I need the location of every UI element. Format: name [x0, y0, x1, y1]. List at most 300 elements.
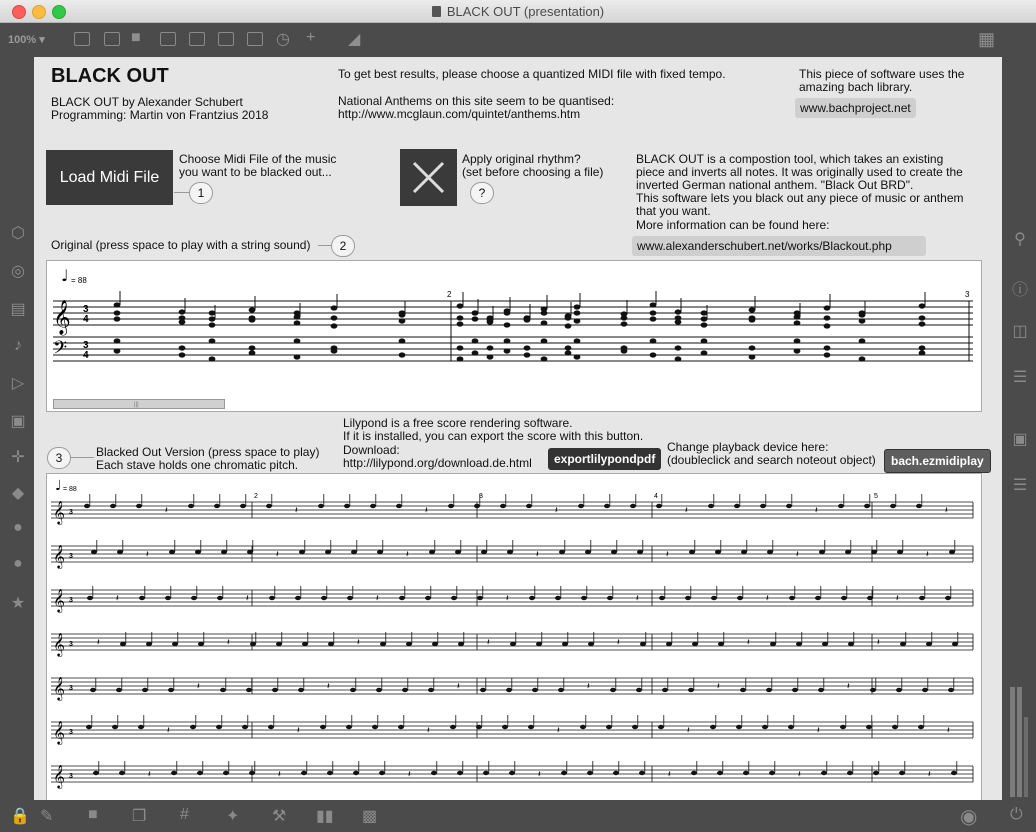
rest-icon: 𝄽 — [668, 770, 671, 780]
note-head — [749, 345, 756, 350]
note-head — [864, 504, 870, 508]
note-head — [565, 323, 572, 328]
note-head — [457, 345, 464, 350]
note-head — [621, 321, 628, 326]
note-head — [621, 315, 628, 320]
note-head — [481, 550, 487, 554]
close-x-icon — [400, 149, 457, 206]
export-lilypond-button[interactable]: exportlilypondpdf — [548, 448, 661, 470]
rest-icon: 𝄽 — [97, 638, 100, 648]
note-head — [541, 320, 548, 325]
note-head — [431, 771, 437, 775]
page-title: BLACK OUT — [51, 65, 169, 87]
step-badge-3: 3 — [47, 447, 71, 469]
note-head — [209, 316, 216, 321]
note-head — [198, 642, 204, 646]
note-head — [216, 725, 222, 729]
rest-icon: 𝄽 — [295, 506, 298, 516]
blacked-score-notation — [47, 474, 981, 800]
note-head — [565, 350, 572, 355]
load-hint-1: Choose Midi File of the music — [179, 152, 337, 166]
paperclip-icon[interactable]: ✛ — [11, 449, 25, 466]
note-head — [838, 504, 844, 508]
note-head — [249, 350, 256, 355]
note-head — [919, 345, 926, 350]
time-signature: 3 — [69, 509, 73, 516]
note-head — [110, 504, 116, 508]
note-head — [221, 550, 227, 554]
rest-icon: 𝄽 — [687, 726, 690, 736]
load-midi-button[interactable]: Load Midi File — [46, 150, 173, 205]
zoom-menu[interactable]: 100% ▾ — [8, 34, 45, 46]
blacked-out-score[interactable] — [46, 473, 982, 800]
note-head — [249, 345, 256, 350]
note-head — [717, 771, 723, 775]
note-head — [789, 596, 795, 600]
note-head — [650, 352, 657, 357]
note-head — [191, 596, 197, 600]
note-head — [736, 725, 742, 729]
note-head — [249, 307, 256, 312]
note-head — [897, 550, 903, 554]
note-head — [948, 688, 954, 692]
playback-label-2: (doubleclick and search noteout object) — [667, 453, 876, 467]
note-head — [179, 319, 186, 324]
rest-icon: 𝄽 — [276, 550, 279, 560]
rest-icon: 𝄽 — [817, 726, 820, 736]
note-head — [370, 504, 376, 508]
note-head — [179, 309, 186, 314]
note-head — [114, 316, 121, 321]
rest-icon: 𝄽 — [148, 770, 151, 780]
note-head — [741, 550, 747, 554]
note-head — [574, 338, 581, 343]
note-head — [541, 356, 548, 361]
rest-icon: 𝄽 — [487, 638, 490, 648]
note-head — [769, 771, 775, 775]
note-head — [762, 725, 768, 729]
note-head — [922, 688, 928, 692]
extra-icon[interactable]: ✦ — [226, 808, 240, 825]
anthems-url: http://www.mcglaun.com/quintet/anthems.htm — [338, 107, 581, 121]
note-head — [604, 504, 610, 508]
note-head — [607, 596, 613, 600]
lilypond-line-1: Lilypond is a free score rendering software. — [343, 416, 573, 430]
note-head — [792, 688, 798, 692]
note-head — [524, 317, 531, 322]
note-head — [919, 350, 926, 355]
note-head — [916, 504, 922, 508]
rest-icon: 𝄽 — [227, 638, 230, 648]
rest-icon: 𝄽 — [928, 770, 931, 780]
dots-grid-icon[interactable]: ▩ — [362, 808, 378, 825]
step-badge-2: 2 — [331, 235, 355, 257]
rest-icon: 𝄽 — [357, 638, 360, 648]
note-head — [873, 771, 879, 775]
blacked-tempo-note-icon: ♩ — [55, 478, 62, 494]
rest-icon: 𝄽 — [297, 726, 300, 736]
info-icon[interactable]: ⓘ — [1011, 282, 1028, 299]
note-head — [951, 771, 957, 775]
bus-icon[interactable]: ▤ — [10, 301, 26, 318]
note-head — [399, 318, 406, 323]
note-head — [585, 550, 591, 554]
note-head — [458, 642, 464, 646]
note-head — [900, 642, 906, 646]
note-head — [788, 725, 794, 729]
note-head — [93, 771, 99, 775]
note-head — [487, 354, 494, 359]
note-head — [749, 317, 756, 322]
ezmidiplay-object[interactable]: bach.ezmidiplay — [884, 449, 991, 473]
note-head — [487, 345, 494, 350]
note-head — [250, 642, 256, 646]
note-head — [429, 550, 435, 554]
note-head — [294, 320, 301, 325]
note-head — [327, 771, 333, 775]
note-head — [794, 310, 801, 315]
note-head — [114, 310, 121, 315]
list-icon[interactable]: ☰ — [1012, 369, 1028, 386]
note-head — [396, 504, 402, 508]
lock-icon[interactable]: 🔒 — [10, 808, 30, 825]
note-head — [448, 504, 454, 508]
bach-link-button[interactable]: www.bachproject.net — [795, 98, 916, 118]
note-head — [268, 725, 274, 729]
note-head — [506, 688, 512, 692]
note-head — [399, 352, 406, 357]
note-head — [425, 596, 431, 600]
number-box-icon[interactable] — [218, 32, 234, 46]
note-head — [188, 504, 194, 508]
load-hint-2: you want to be blacked out... — [179, 165, 332, 179]
grid-lines-icon[interactable]: # — [180, 806, 189, 823]
camera-icon[interactable]: ▣ — [1012, 431, 1028, 448]
note-head — [169, 550, 175, 554]
programming-credit: Programming: Martin von Frantzius 2018 — [51, 108, 269, 122]
note-head — [242, 725, 248, 729]
note-head — [377, 550, 383, 554]
time-signature: 3 — [69, 641, 73, 648]
note-head — [926, 642, 932, 646]
bach-note-2: amazing bach library. — [799, 80, 913, 94]
note-head — [477, 596, 483, 600]
note-head — [276, 642, 282, 646]
rest-icon: 𝄽 — [116, 594, 119, 604]
rest-icon: 𝄽 — [815, 506, 818, 516]
blacked-measure-5: 5 — [874, 493, 878, 500]
document-icon — [432, 6, 441, 17]
note-head — [209, 310, 216, 315]
note-head — [266, 504, 272, 508]
note-head — [112, 725, 118, 729]
book-icon[interactable]: ◫ — [1012, 323, 1028, 340]
note-head — [272, 688, 278, 692]
note-head — [328, 642, 334, 646]
note-head — [432, 642, 438, 646]
rest-icon: 𝄽 — [278, 770, 281, 780]
note-head — [621, 348, 628, 353]
top-toolbar — [0, 23, 1036, 57]
note-head — [565, 345, 572, 350]
rest-icon: 𝄽 — [685, 506, 688, 516]
note-head — [117, 550, 123, 554]
note-head — [840, 725, 846, 729]
scroll-thumb[interactable]: ||| — [134, 402, 139, 408]
note-head — [650, 310, 657, 315]
keyboard-icon[interactable]: ▮▮ — [316, 808, 334, 825]
b-package-icon[interactable]: ● — [13, 555, 23, 572]
toggle-object-icon[interactable] — [189, 32, 205, 46]
note-head — [847, 771, 853, 775]
measure-number-2: 2 — [447, 290, 452, 299]
note-head — [331, 323, 338, 328]
note-head — [380, 642, 386, 646]
note-head — [90, 688, 96, 692]
plugin-icon[interactable]: ◆ — [11, 485, 25, 502]
blacked-label-2: Each stave holds one chromatic pitch. — [96, 458, 299, 472]
mixer-icon[interactable]: ☰ — [1012, 477, 1028, 494]
time-signature: 3 — [69, 729, 73, 736]
note-head — [794, 348, 801, 353]
note-head — [195, 550, 201, 554]
note-head — [472, 338, 479, 343]
note-head — [399, 596, 405, 600]
note-head — [346, 725, 352, 729]
info-link-button[interactable]: www.alexanderschubert.net/works/Blackout.php — [632, 236, 926, 256]
v-package-icon[interactable]: ● — [13, 519, 23, 536]
treble-clef-icon: 𝄞 — [53, 500, 65, 524]
note-head — [529, 596, 535, 600]
note-head — [711, 596, 717, 600]
note-head — [701, 322, 708, 327]
note-head — [656, 504, 662, 508]
note-head — [919, 315, 926, 320]
note-head — [562, 642, 568, 646]
note-head — [890, 504, 896, 508]
note-head — [708, 504, 714, 508]
note-head — [87, 596, 93, 600]
time-signature: 3 — [69, 553, 73, 560]
note-head — [919, 321, 926, 326]
note-head — [770, 642, 776, 646]
note-head — [794, 320, 801, 325]
note-head — [892, 725, 898, 729]
note-head — [179, 345, 186, 350]
treble-clef-icon: 𝄞 — [53, 588, 65, 612]
note-head — [749, 354, 756, 359]
note-head — [824, 315, 831, 320]
note-head — [541, 338, 548, 343]
note-head — [632, 725, 638, 729]
note-head — [142, 688, 148, 692]
info-line-3: inverted German national anthem. "Black Out BRD". — [636, 178, 914, 192]
note-head — [249, 771, 255, 775]
bottom-toolbar — [0, 800, 1036, 832]
dial-icon[interactable]: ◷ — [276, 31, 290, 48]
note-head — [353, 771, 359, 775]
note-head — [630, 504, 636, 508]
note-head — [220, 688, 226, 692]
note-head — [555, 596, 561, 600]
rest-icon: 𝄽 — [427, 726, 430, 736]
edit-icon[interactable]: ✎ — [40, 808, 54, 825]
note-head — [715, 550, 721, 554]
note-head — [701, 316, 708, 321]
time-sig-bottom: 4 — [83, 314, 89, 325]
power-icon[interactable]: ⏻ — [1010, 806, 1023, 823]
rest-icon: 𝄽 — [197, 682, 200, 692]
note-head — [821, 771, 827, 775]
note-head — [457, 771, 463, 775]
cube-icon[interactable]: ⬡ — [11, 225, 25, 242]
window-titlebar — [0, 0, 1036, 23]
note-head — [675, 345, 682, 350]
note-head — [640, 642, 646, 646]
grid-icon[interactable]: ▦ — [978, 29, 996, 49]
note-head — [406, 642, 412, 646]
blacked-tempo-marking: = 88 — [63, 486, 77, 493]
rest-icon: 𝄽 — [406, 550, 409, 560]
rest-icon: 𝄽 — [376, 594, 379, 604]
note-head — [502, 725, 508, 729]
message-box-icon[interactable] — [104, 32, 120, 46]
info-line-4: This software lets you black out any piece of music or anthem — [636, 191, 964, 205]
note-head — [190, 725, 196, 729]
bass-staff — [53, 337, 973, 361]
image-icon[interactable]: ▣ — [10, 413, 26, 430]
note-head — [351, 550, 357, 554]
note-head — [606, 725, 612, 729]
rest-icon: 𝄽 — [666, 550, 669, 560]
note-head — [848, 642, 854, 646]
note-head — [945, 596, 951, 600]
note-head — [578, 504, 584, 508]
note-head — [841, 596, 847, 600]
note-head — [509, 771, 515, 775]
anthems-note: National Anthems on this site seem to be quantised: — [338, 94, 615, 108]
rest-icon: 𝄽 — [636, 594, 639, 604]
note-head — [662, 688, 668, 692]
score-scrollbar[interactable] — [53, 399, 225, 409]
search-icon[interactable]: ⚲ — [1014, 231, 1026, 248]
button-object-icon[interactable] — [160, 32, 176, 46]
note-head — [480, 688, 486, 692]
treble-staff — [53, 301, 973, 325]
info-line-6: More information can be found here: — [636, 218, 830, 232]
note-head — [659, 596, 665, 600]
note-head — [859, 356, 866, 361]
note-head — [822, 642, 828, 646]
note-head — [500, 504, 506, 508]
note-head — [639, 771, 645, 775]
note-head — [428, 688, 434, 692]
note-head — [794, 338, 801, 343]
bass-time-sig-bottom: 4 — [83, 350, 89, 361]
level-meter — [1010, 687, 1028, 797]
lilypond-line-2: If it is installed, you can export the score with this button. — [343, 429, 644, 443]
note-head — [347, 596, 353, 600]
note-head — [688, 688, 694, 692]
slider-icon[interactable] — [247, 32, 263, 46]
note-head — [331, 305, 338, 310]
apply-rhythm-toggle[interactable] — [400, 149, 457, 206]
note-head — [824, 323, 831, 328]
note-head — [472, 310, 479, 315]
note-head — [114, 302, 121, 307]
rhythm-label-1: Apply original rhythm? — [462, 152, 581, 166]
note-head — [718, 642, 724, 646]
note-head — [487, 319, 494, 324]
blacked-measure-4: 4 — [654, 493, 658, 500]
music-note-icon[interactable]: ♪ — [14, 337, 22, 354]
note-head — [871, 550, 877, 554]
note-head — [136, 504, 142, 508]
window-title-text: BLACK OUT (presentation) — [446, 4, 605, 19]
note-head — [565, 315, 572, 320]
presentation-icon[interactable] — [74, 32, 90, 46]
note-head — [451, 596, 457, 600]
star-icon[interactable]: ★ — [10, 595, 26, 612]
note-head — [321, 596, 327, 600]
note-head — [179, 352, 186, 357]
original-score[interactable] — [46, 260, 982, 412]
note-head — [650, 338, 657, 343]
comment-icon[interactable]: ■ — [131, 29, 141, 46]
time-sig-top: 3 — [83, 304, 89, 315]
note-head — [558, 688, 564, 692]
plus-icon[interactable]: + — [306, 29, 316, 46]
note-head — [457, 315, 464, 320]
note-head — [331, 315, 338, 320]
note-head — [168, 688, 174, 692]
target-icon[interactable]: ◎ — [11, 263, 25, 280]
step-forward-icon[interactable]: ▷ — [11, 375, 25, 392]
note-head — [559, 550, 565, 554]
chat-icon[interactable]: ■ — [88, 806, 98, 823]
rest-icon: 𝄽 — [947, 726, 950, 736]
note-head — [949, 550, 955, 554]
original-notes — [114, 291, 926, 362]
note-head — [734, 504, 740, 508]
note-head — [138, 725, 144, 729]
note-head — [294, 354, 301, 359]
paint-bucket-icon[interactable]: ◢ — [348, 31, 361, 48]
note-head — [457, 303, 464, 308]
rest-icon: 𝄽 — [877, 638, 880, 648]
note-head — [824, 305, 831, 310]
rest-icon: 𝄽 — [408, 770, 411, 780]
note-head — [740, 688, 746, 692]
note-head — [476, 725, 482, 729]
wrench-icon[interactable]: ⚒ — [272, 808, 287, 825]
note-head — [504, 322, 511, 327]
note-head — [760, 504, 766, 508]
note-head — [269, 596, 275, 600]
blacked-measure-2: 2 — [254, 493, 258, 500]
windows-icon[interactable]: ❐ — [132, 808, 147, 825]
audio-on-icon[interactable]: ◉ — [960, 806, 978, 828]
bass-time-sig-top: 3 — [83, 340, 89, 351]
note-head — [532, 688, 538, 692]
note-head — [504, 338, 511, 343]
note-head — [116, 688, 122, 692]
note-head — [675, 356, 682, 361]
treble-clef-icon: 𝄞 — [53, 720, 65, 744]
rest-icon: 𝄽 — [536, 550, 539, 560]
note-head — [223, 771, 229, 775]
note-head — [294, 310, 301, 315]
